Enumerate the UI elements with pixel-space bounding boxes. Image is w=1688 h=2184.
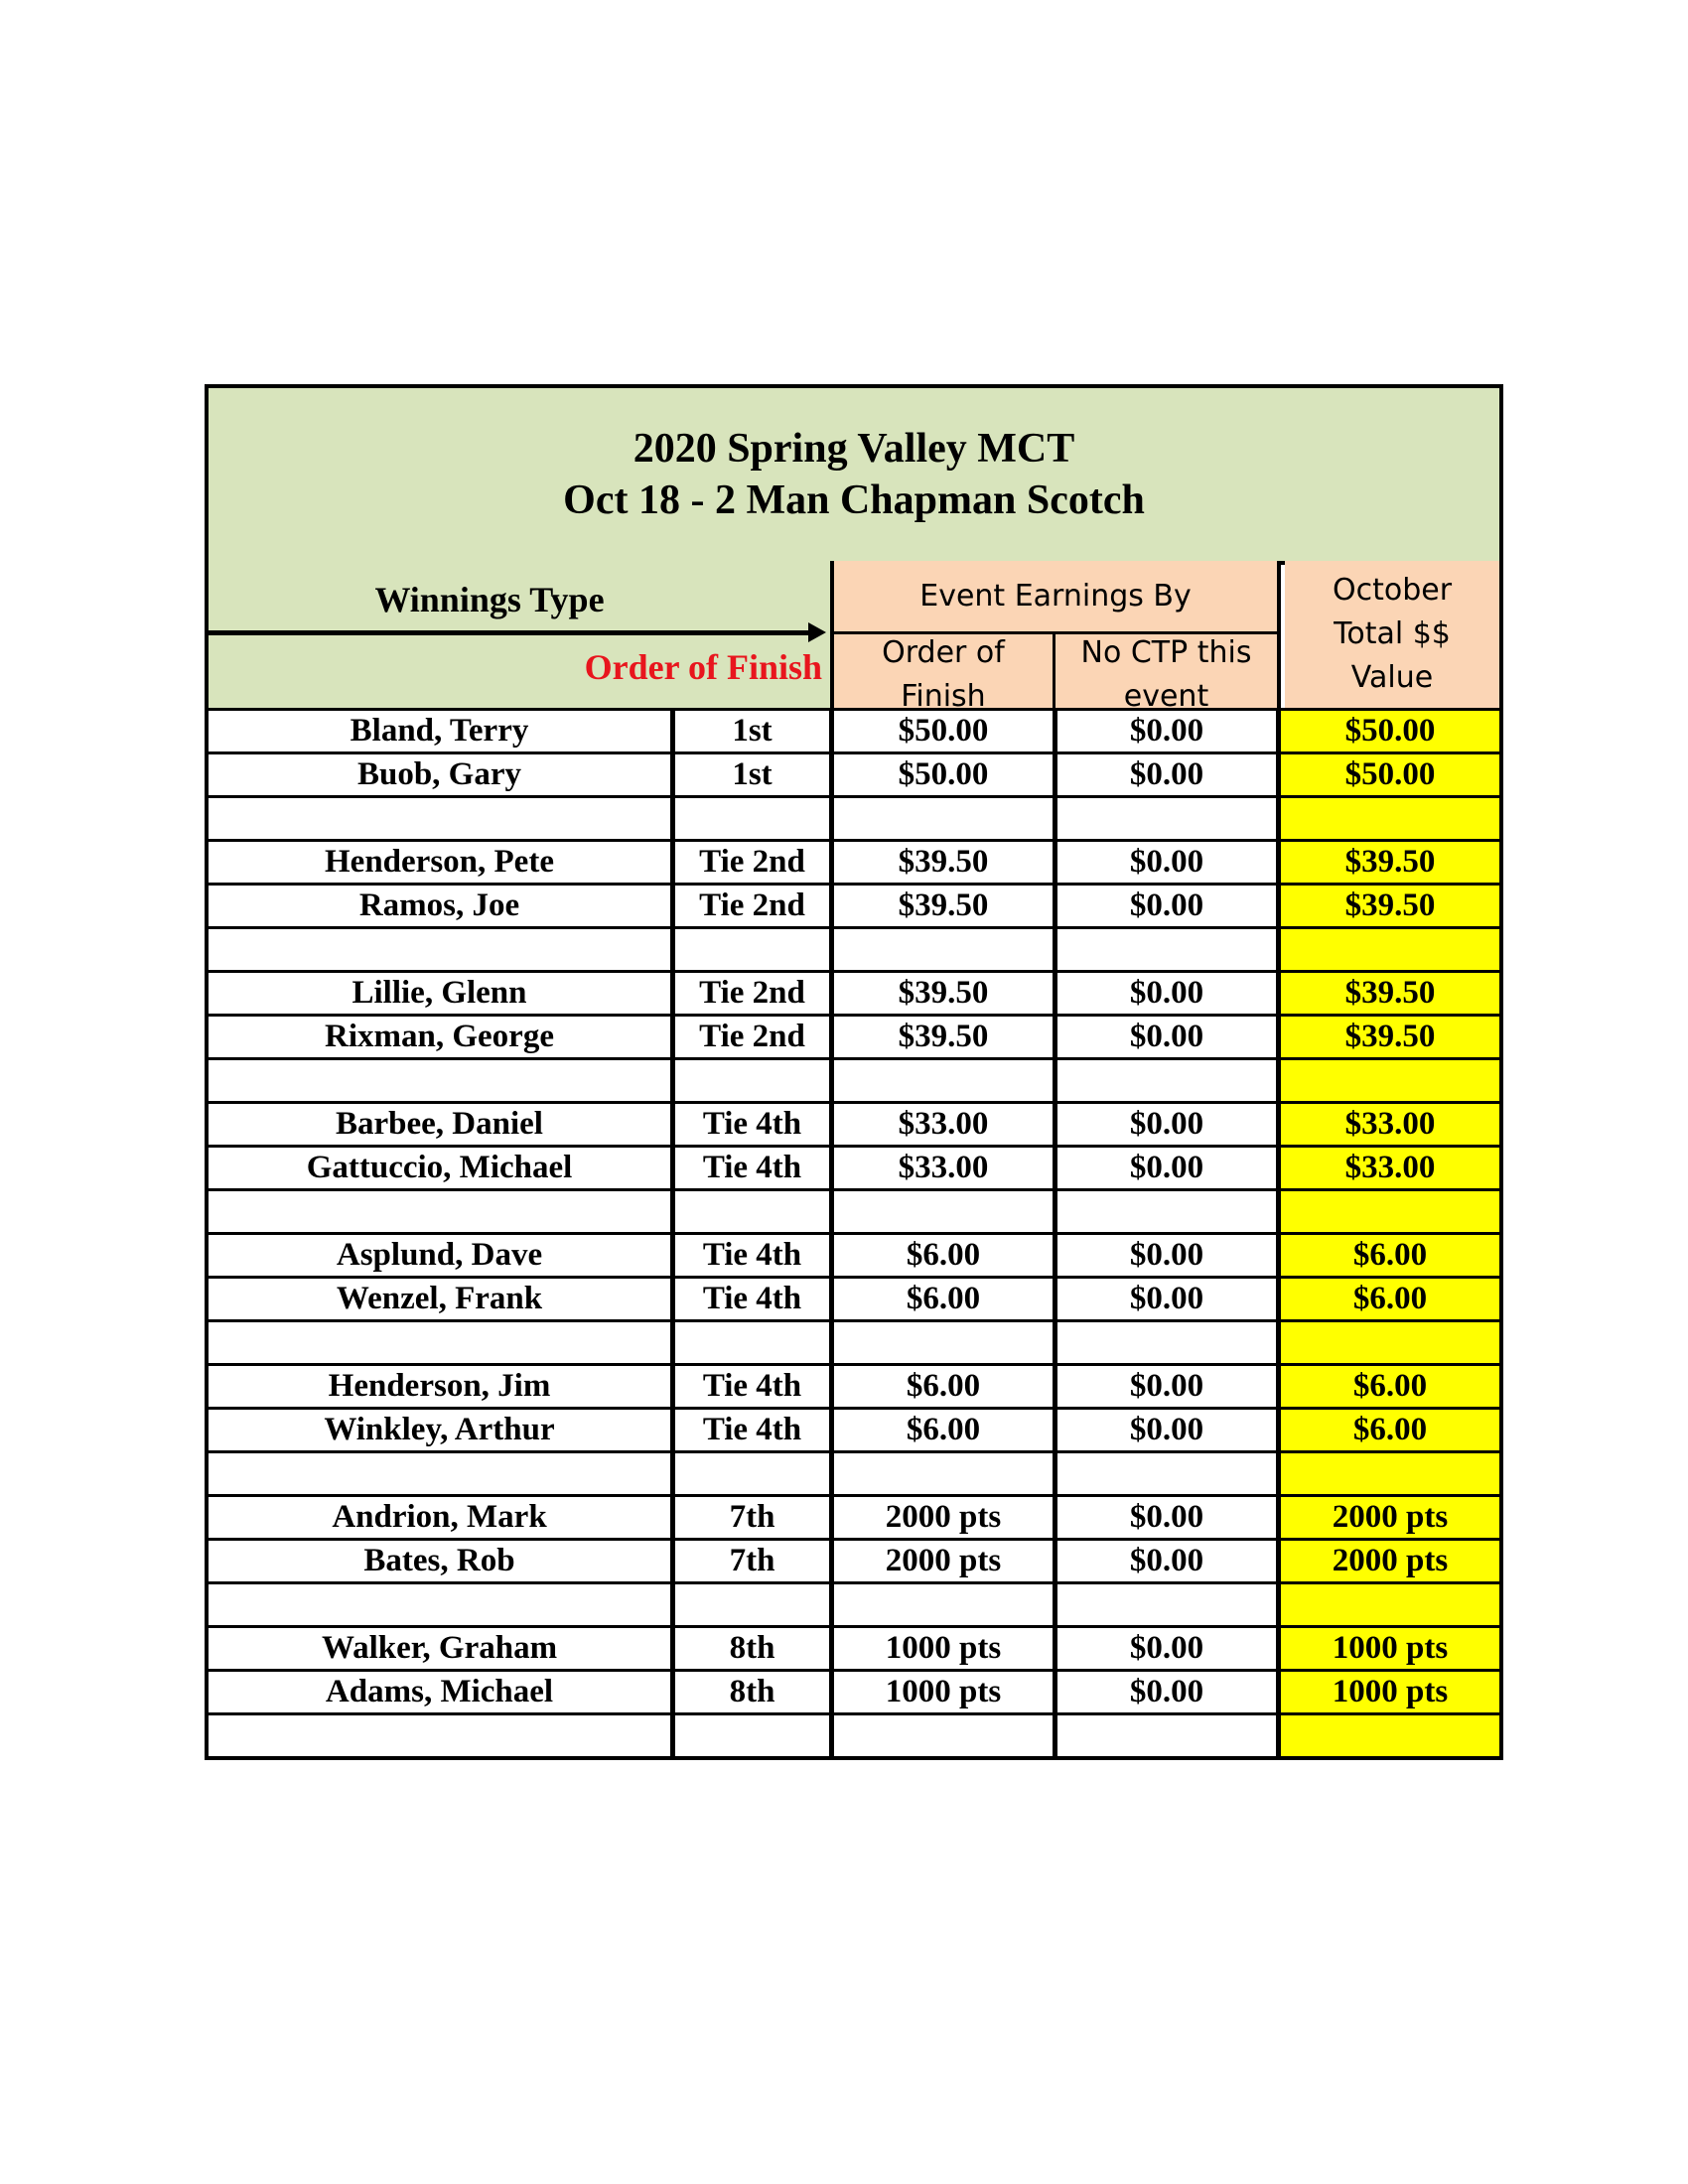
player-name-cell (209, 1584, 675, 1625)
no-ctp-cell (1057, 1715, 1281, 1756)
player-name-cell: Buob, Gary (209, 754, 675, 795)
no-ctp-cell: $0.00 (1057, 1017, 1281, 1057)
place-cell: Tie 2nd (675, 886, 834, 926)
order-earnings-cell: $33.00 (834, 1104, 1057, 1145)
player-name-cell: Walker, Graham (209, 1628, 675, 1669)
player-name-cell: Henderson, Jim (209, 1366, 675, 1407)
title-line-2: Oct 18 - 2 Man Chapman Scotch (563, 478, 1145, 523)
place-cell (675, 1715, 834, 1756)
order-earnings-cell: $6.00 (834, 1235, 1057, 1276)
player-name-cell: Wenzel, Frank (209, 1279, 675, 1319)
order-earnings-cell: 1000 pts (834, 1672, 1057, 1712)
order-earnings-cell: $50.00 (834, 754, 1057, 795)
no-ctp-cell: $0.00 (1057, 1104, 1281, 1145)
place-cell: 8th (675, 1672, 834, 1712)
place-cell (675, 1322, 834, 1363)
player-name-cell: Ramos, Joe (209, 886, 675, 926)
table-row (209, 926, 1499, 970)
table-row (209, 970, 1499, 1014)
winnings-type-label: Winnings Type (374, 580, 605, 619)
place-cell: Tie 4th (675, 1148, 834, 1188)
no-ctp-header-line-1: No CTP this (1080, 635, 1252, 670)
order-earnings-cell: $33.00 (834, 1148, 1057, 1188)
october-total-cell (1281, 1584, 1499, 1625)
no-ctp-header-line-2: event (1123, 679, 1209, 708)
october-header-line-1: October (1332, 573, 1453, 608)
table-row (209, 1494, 1499, 1538)
table-row (209, 883, 1499, 926)
table-row (209, 1014, 1499, 1057)
player-name-cell (209, 798, 675, 839)
place-cell: 1st (675, 711, 834, 751)
place-cell: Tie 4th (675, 1235, 834, 1276)
table-row (209, 1407, 1499, 1450)
place-cell (675, 798, 834, 839)
october-total-cell: $50.00 (1281, 754, 1499, 795)
place-cell: 8th (675, 1628, 834, 1669)
player-name-cell (209, 1715, 675, 1756)
october-total-cell: $39.50 (1281, 842, 1499, 883)
table-row (209, 839, 1499, 883)
place-cell (675, 1191, 834, 1232)
order-earnings-cell (834, 1584, 1057, 1625)
no-ctp-cell: $0.00 (1057, 1497, 1281, 1538)
october-total-cell (1281, 1715, 1499, 1756)
table-row (209, 1276, 1499, 1319)
october-total-cell: 1000 pts (1281, 1672, 1499, 1712)
place-cell (675, 1453, 834, 1494)
no-ctp-cell: $0.00 (1057, 1410, 1281, 1450)
place-cell: Tie 4th (675, 1279, 834, 1319)
title-block (209, 388, 1499, 565)
october-total-cell: $33.00 (1281, 1104, 1499, 1145)
october-total-header (1285, 561, 1499, 708)
order-of-finish-column-header (834, 634, 1055, 708)
table-row (209, 1232, 1499, 1276)
player-name-cell: Bates, Rob (209, 1541, 675, 1581)
player-name-cell: Rixman, George (209, 1017, 675, 1057)
october-total-cell: $39.50 (1281, 1017, 1499, 1057)
arrow-right-icon (808, 622, 826, 642)
october-total-cell: $33.00 (1281, 1148, 1499, 1188)
player-name-cell: Lillie, Glenn (209, 973, 675, 1014)
player-name-cell (209, 929, 675, 970)
order-of-finish-header-line-1: Order of (882, 635, 1005, 670)
order-earnings-cell: $6.00 (834, 1279, 1057, 1319)
player-name-cell: Asplund, Dave (209, 1235, 675, 1276)
order-earnings-cell (834, 929, 1057, 970)
no-ctp-cell: $0.00 (1057, 1672, 1281, 1712)
results-table-body (209, 708, 1499, 1756)
no-ctp-column-header (1055, 634, 1277, 708)
player-name-cell (209, 1453, 675, 1494)
order-earnings-cell (834, 798, 1057, 839)
player-name-cell: Barbee, Daniel (209, 1104, 675, 1145)
arrow-line (209, 630, 814, 635)
order-earnings-cell: 2000 pts (834, 1497, 1057, 1538)
order-earnings-cell: $6.00 (834, 1410, 1057, 1450)
order-of-finish-label: Order of Finish (584, 647, 822, 687)
event-earnings-header (834, 561, 1281, 708)
place-cell: Tie 2nd (675, 842, 834, 883)
order-earnings-cell: $39.50 (834, 886, 1057, 926)
october-total-cell: 2000 pts (1281, 1497, 1499, 1538)
no-ctp-cell: $0.00 (1057, 1148, 1281, 1188)
table-row (209, 751, 1499, 795)
table-row (209, 708, 1499, 751)
place-cell: Tie 2nd (675, 973, 834, 1014)
october-total-cell (1281, 1322, 1499, 1363)
no-ctp-cell: $0.00 (1057, 973, 1281, 1014)
order-earnings-cell: 2000 pts (834, 1541, 1057, 1581)
no-ctp-cell: $0.00 (1057, 754, 1281, 795)
october-header-line-3: Value (1350, 660, 1434, 695)
table-row (209, 1625, 1499, 1669)
no-ctp-cell (1057, 1584, 1281, 1625)
event-earnings-by-label: Event Earnings By (834, 561, 1277, 634)
place-cell: 7th (675, 1541, 834, 1581)
player-name-cell: Adams, Michael (209, 1672, 675, 1712)
player-name-cell: Bland, Terry (209, 711, 675, 751)
no-ctp-cell: $0.00 (1057, 1279, 1281, 1319)
order-earnings-cell: $39.50 (834, 1017, 1057, 1057)
october-total-cell (1281, 1453, 1499, 1494)
no-ctp-cell: $0.00 (1057, 886, 1281, 926)
no-ctp-cell (1057, 1060, 1281, 1101)
results-sheet (205, 384, 1503, 1760)
place-cell: 7th (675, 1497, 834, 1538)
place-cell: Tie 4th (675, 1366, 834, 1407)
no-ctp-cell: $0.00 (1057, 1628, 1281, 1669)
no-ctp-cell (1057, 929, 1281, 970)
place-cell: Tie 4th (675, 1104, 834, 1145)
winnings-type-header (209, 561, 834, 708)
october-total-cell: 1000 pts (1281, 1628, 1499, 1669)
table-row (209, 1319, 1499, 1363)
october-total-cell: $6.00 (1281, 1410, 1499, 1450)
no-ctp-cell: $0.00 (1057, 1366, 1281, 1407)
table-row (209, 1450, 1499, 1494)
october-total-cell (1281, 1060, 1499, 1101)
place-cell (675, 1584, 834, 1625)
order-earnings-cell (834, 1191, 1057, 1232)
october-header-line-2: Total $$ (1334, 616, 1451, 651)
order-earnings-cell (834, 1715, 1057, 1756)
place-cell: Tie 4th (675, 1410, 834, 1450)
no-ctp-cell: $0.00 (1057, 711, 1281, 751)
order-earnings-cell: $6.00 (834, 1366, 1057, 1407)
october-total-cell (1281, 798, 1499, 839)
no-ctp-cell: $0.00 (1057, 1541, 1281, 1581)
no-ctp-cell (1057, 1453, 1281, 1494)
no-ctp-cell: $0.00 (1057, 842, 1281, 883)
order-earnings-cell (834, 1322, 1057, 1363)
october-total-cell: $50.00 (1281, 711, 1499, 751)
place-cell (675, 1060, 834, 1101)
october-total-cell: 2000 pts (1281, 1541, 1499, 1581)
no-ctp-cell (1057, 798, 1281, 839)
october-total-cell (1281, 1191, 1499, 1232)
no-ctp-cell (1057, 1191, 1281, 1232)
order-earnings-cell: $50.00 (834, 711, 1057, 751)
player-name-cell: Gattuccio, Michael (209, 1148, 675, 1188)
table-row (209, 1363, 1499, 1407)
no-ctp-cell (1057, 1322, 1281, 1363)
october-total-cell: $39.50 (1281, 973, 1499, 1014)
table-row (209, 1712, 1499, 1756)
player-name-cell: Henderson, Pete (209, 842, 675, 883)
title-line-1: 2020 Spring Valley MCT (633, 426, 1075, 472)
player-name-cell (209, 1322, 675, 1363)
order-earnings-cell: $39.50 (834, 842, 1057, 883)
table-row (209, 1101, 1499, 1145)
table-row (209, 1581, 1499, 1625)
player-name-cell: Winkley, Arthur (209, 1410, 675, 1450)
table-row (209, 1188, 1499, 1232)
player-name-cell (209, 1060, 675, 1101)
place-cell: Tie 2nd (675, 1017, 834, 1057)
october-total-cell: $6.00 (1281, 1279, 1499, 1319)
table-row (209, 1057, 1499, 1101)
order-of-finish-header-line-2: Finish (901, 679, 986, 708)
no-ctp-cell: $0.00 (1057, 1235, 1281, 1276)
order-earnings-cell: $39.50 (834, 973, 1057, 1014)
table-row (209, 795, 1499, 839)
october-total-cell: $6.00 (1281, 1366, 1499, 1407)
player-name-cell: Andrion, Mark (209, 1497, 675, 1538)
table-row (209, 1145, 1499, 1188)
place-cell: 1st (675, 754, 834, 795)
order-earnings-cell (834, 1453, 1057, 1494)
october-total-cell: $39.50 (1281, 886, 1499, 926)
october-total-cell: $6.00 (1281, 1235, 1499, 1276)
player-name-cell (209, 1191, 675, 1232)
place-cell (675, 929, 834, 970)
table-row (209, 1538, 1499, 1581)
order-earnings-cell (834, 1060, 1057, 1101)
table-row (209, 1669, 1499, 1712)
order-earnings-cell: 1000 pts (834, 1628, 1057, 1669)
october-total-cell (1281, 929, 1499, 970)
